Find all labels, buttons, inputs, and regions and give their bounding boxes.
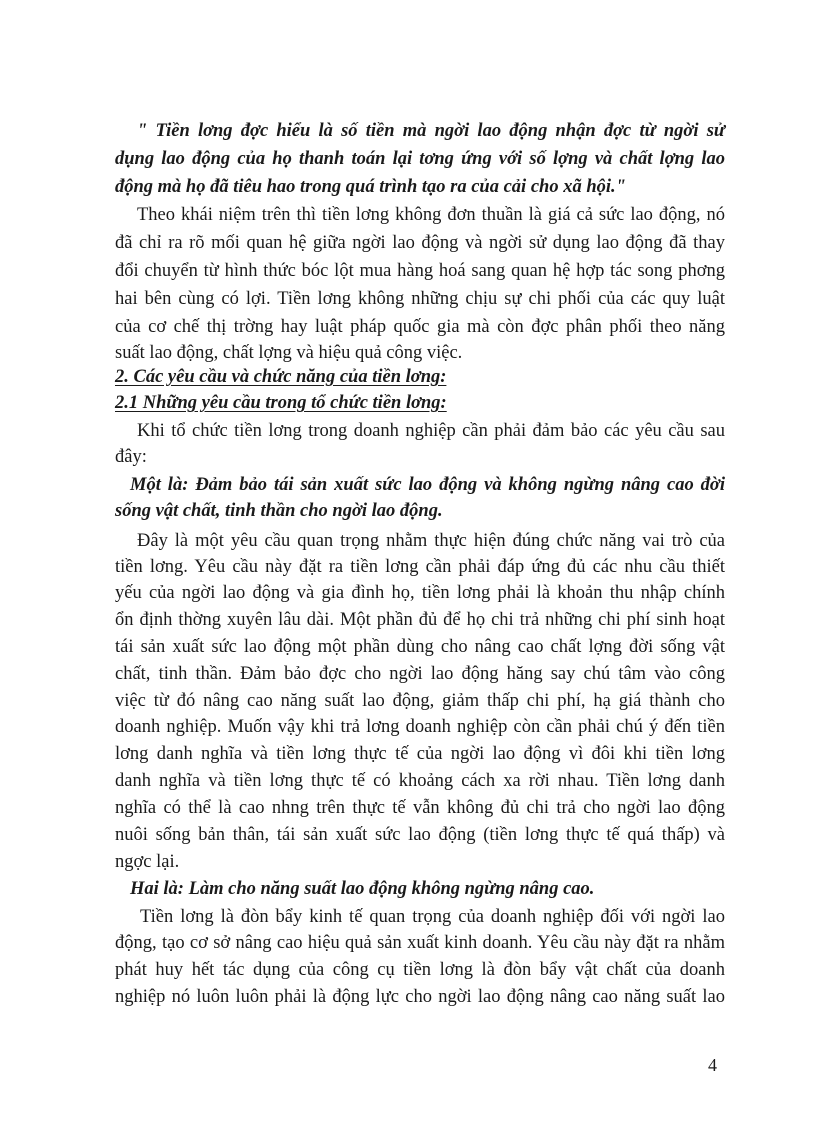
section-heading-2-1: 2.1 Những yêu cầu trong tổ chức tiền lơng: (115, 393, 447, 413)
requirement-1-body-line-9: lơng danh nghĩa và tiền lơng thực tế của ngời lao động vì đôi khi tiền lơng (115, 744, 725, 764)
requirement-2-body-line-1: Tiền lơng là đòn bẩy kinh tế quan trọng của doanh nghiệp đối với ngời lao (140, 907, 725, 927)
requirement-1-body-line-5: tái sản xuất sức lao động một phần dùng cho nâng cao chất lợng đời sống vật (115, 637, 725, 657)
requirement-1-title-line-1: Một là: Đảm bảo tái sản xuất sức lao động và không ngừng nâng cao đời (130, 475, 725, 495)
requirement-1-body-line-2: tiền lơng. Yêu cầu này đặt ra tiền lơng cần phải đáp ứng đủ các nhu cầu thiết (115, 557, 725, 577)
requirement-1-body-line-7: việc từ đó nâng cao năng suất lao động, giảm thấp chi phí, hạ giá thành cho (115, 691, 725, 711)
concept-line-6: suất lao động, chất lợng và hiệu quả công việc. (115, 343, 463, 363)
requirement-2-body-line-4: nghiệp nó luôn luôn phải là động lực cho ngời lao động nâng cao năng suất lao (115, 987, 725, 1007)
concept-line-5: của cơ chế thị trờng hay luật pháp quốc gia mà còn đợc phân phối theo năng (115, 317, 725, 337)
concept-line-2: đã chỉ ra rõ mối quan hệ giữa ngời lao động và ngời sử dụng lao động đã thay (115, 233, 725, 253)
concept-line-3: đổi chuyển từ hình thức bóc lột mua hàng hoá sang quan hệ hợp tác song phơng (115, 261, 725, 281)
requirement-1-body-line-6: chất, tinh thần. Đảm bảo đợc cho ngời lao động hăng say chú tâm vào công (115, 664, 725, 684)
requirement-2-body-line-3: phát huy hết tác dụng của công cụ tiền lơng là đòn bẩy vật chất của doanh (115, 960, 725, 980)
quote-line-1: " Tiền lơng đợc hiểu là số tiền mà ngời lao động nhận đợc từ ngời sử (137, 121, 725, 141)
requirement-2-title: Hai là: Làm cho năng suất lao động không ngừng nâng cao. (130, 879, 595, 899)
requirement-1-body-line-10: danh nghĩa và tiền lơng thực tế có khoảng cách xa rời nhau. Tiền lơng danh (115, 771, 725, 791)
requirement-1-title-line-2: sống vật chất, tinh thần cho ngời lao động. (115, 501, 443, 521)
requirement-1-body-line-4: ổn định thờng xuyên lâu dài. Một phần đủ để họ chi trả những chi phí sinh hoạt (115, 610, 725, 630)
requirement-1-body-line-1: Đây là một yêu cầu quan trọng nhằm thực hiện đúng chức năng vai trò của (137, 531, 725, 551)
quote-line-3: động mà họ đã tiêu hao trong quá trình tạo ra của cải cho xã hội." (115, 177, 626, 197)
page-number: 4 (708, 1055, 717, 1075)
intro-line-2: đây: (115, 447, 147, 467)
requirement-1-body-line-3: yếu của ngời lao động và gia đình họ, tiền lơng phải là khoản thu nhập chính (115, 583, 725, 603)
requirement-1-body-line-11: nghĩa có thể là cao nhng trên thực tế vẫn không đủ chi trả cho ngời lao động (115, 798, 725, 818)
requirement-1-body-line-12: nuôi sống bản thân, tái sản xuất sức lao động (tiền lơng thực tế quá thấp) và (115, 825, 725, 845)
requirement-1-body-line-8: doanh nghiệp. Muốn vậy khi trả lơng doanh nghiệp còn cần phải chú ý đến tiền (115, 717, 725, 737)
concept-line-1: Theo khái niệm trên thì tiền lơng không đơn thuần là giá cả sức lao động, nó (137, 205, 725, 225)
intro-line-1: Khi tổ chức tiền lơng trong doanh nghiệp cần phải đảm bảo các yêu cầu sau (137, 421, 725, 441)
quote-line-2: dụng lao động của họ thanh toán lại tơng ứng với số lợng và chất lợng lao (115, 149, 725, 169)
requirement-1-body-line-13: ngợc lại. (115, 852, 180, 872)
section-heading-2: 2. Các yêu cầu và chức năng của tiền lơng: (115, 367, 447, 387)
requirement-2-body-line-2: động, tạo cơ sở nâng cao hiệu quả sản xuất kinh doanh. Yêu cầu này đặt ra nhằm (115, 933, 725, 953)
concept-line-4: hai bên cùng có lợi. Tiền lơng không những chịu sự chi phối của các quy luật (115, 289, 725, 309)
